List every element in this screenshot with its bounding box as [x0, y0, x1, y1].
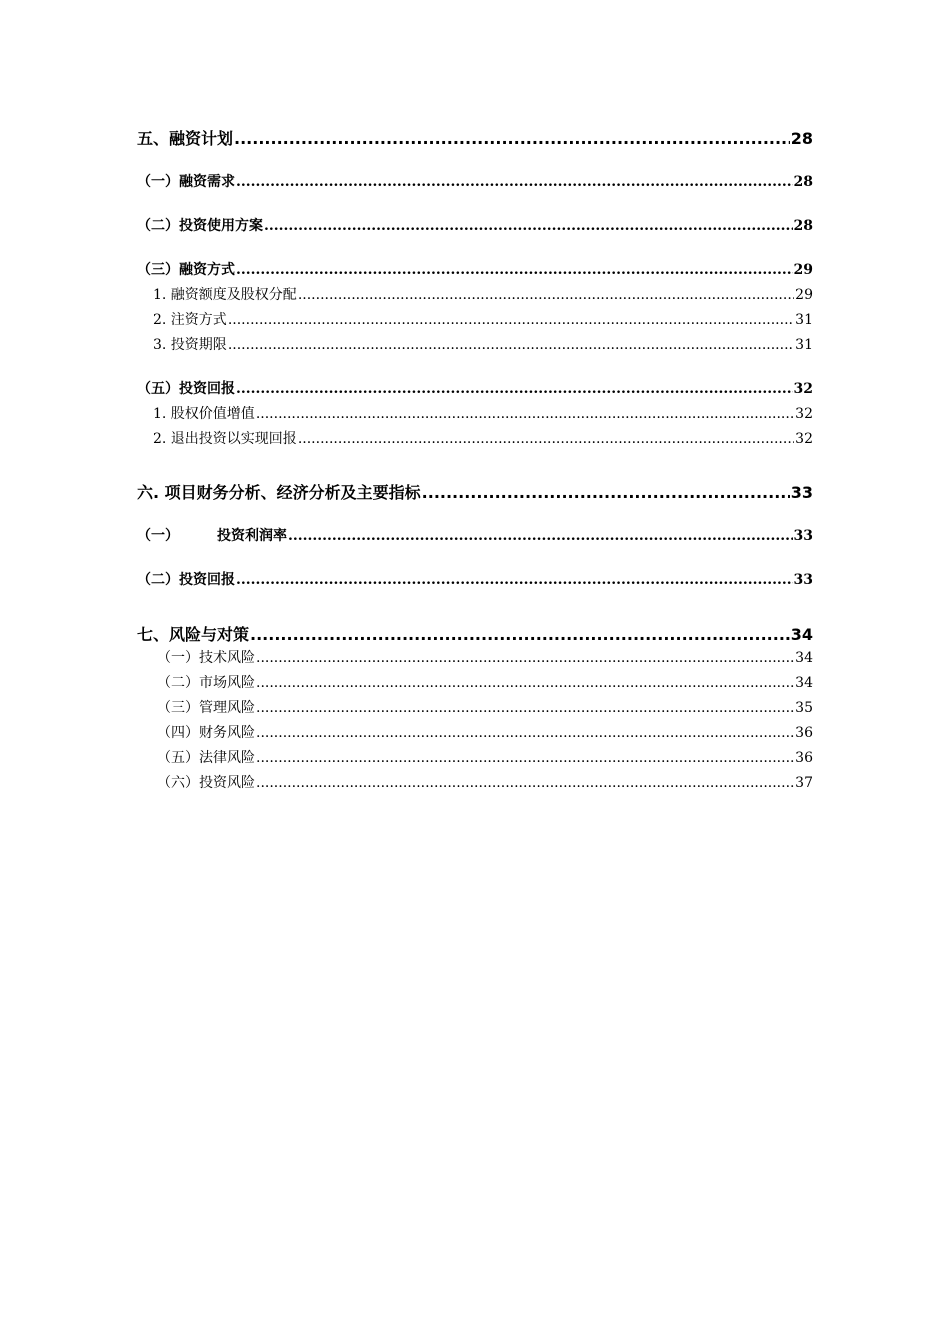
toc-entry-label: 1. 融资额度及股权分配: [153, 287, 297, 303]
toc-entry-page: 35: [795, 700, 813, 716]
toc-entry-label: （二）投资使用方案: [137, 218, 263, 234]
toc-entry-7-2[interactable]: [157, 672, 813, 692]
dot-leader: [298, 431, 794, 447]
toc-entry-page: 28: [793, 218, 813, 234]
dot-leader: [228, 312, 794, 328]
toc-entry-label: [137, 525, 287, 545]
dot-leader: [236, 262, 793, 278]
toc-entry-5-2[interactable]: [137, 215, 813, 235]
toc-entry-5-1[interactable]: [137, 171, 813, 191]
toc-entry-7-6[interactable]: [157, 772, 813, 792]
toc-entry-7-5[interactable]: [157, 747, 813, 767]
dot-leader: [236, 174, 793, 190]
toc-entry-page: 29: [795, 287, 813, 303]
toc-entry-page: 34: [795, 675, 813, 691]
toc-entry-page: 33: [793, 528, 813, 544]
toc-entry-page: 31: [795, 312, 813, 328]
toc-entry-page: 31: [795, 337, 813, 353]
toc-entry-5-3-2[interactable]: [153, 309, 813, 329]
toc-entry-7-4[interactable]: [157, 722, 813, 742]
toc-entry-label: （二）市场风险: [157, 675, 255, 691]
toc-entry-label: （四）财务风险: [157, 725, 255, 741]
toc-entry-section-5[interactable]: [137, 126, 813, 149]
toc-entry-label: 2. 注资方式: [153, 312, 227, 328]
toc-entry-6-2[interactable]: [137, 569, 813, 589]
toc-entry-label: 七、风险与对策: [137, 625, 250, 644]
toc-entry-label: （三）管理风险: [157, 700, 255, 716]
toc-entry-page: 34: [795, 650, 813, 666]
dot-leader: [236, 572, 793, 588]
dot-leader: [422, 483, 790, 502]
toc-entry-label: （三）融资方式: [137, 262, 235, 278]
toc-entry-number: （一）: [137, 528, 179, 544]
toc-entry-section-6[interactable]: [137, 480, 813, 503]
dot-leader: [256, 725, 794, 741]
dot-leader: [298, 287, 794, 303]
toc-entry-page: 33: [793, 572, 813, 588]
toc-entry-5-3-1[interactable]: [153, 284, 813, 304]
toc-entry-5-3[interactable]: [137, 259, 813, 279]
toc-entry-section-7[interactable]: [137, 622, 813, 645]
toc-entry-page: 32: [793, 381, 813, 397]
dot-leader: [256, 406, 794, 422]
toc-entry-label: （一）技术风险: [157, 650, 255, 666]
dot-leader: [234, 129, 790, 148]
dot-leader: [256, 775, 794, 791]
dot-leader: [256, 675, 794, 691]
toc-entry-label: 1. 股权价值增值: [153, 406, 255, 422]
toc-entry-page: 32: [795, 406, 813, 422]
dot-leader: [256, 650, 794, 666]
toc-entry-label: 六. 项目财务分析、经济分析及主要指标: [137, 483, 421, 502]
toc-entry-page: 37: [795, 775, 813, 791]
toc-entry-page: 36: [795, 750, 813, 766]
toc-entry-page: 32: [795, 431, 813, 447]
toc-entry-page: 29: [793, 262, 813, 278]
toc-entry-page: 34: [790, 625, 813, 644]
dot-leader: [288, 528, 793, 544]
toc-entry-label: （五）投资回报: [137, 381, 235, 397]
toc-entry-label: （一）融资需求: [137, 174, 235, 190]
toc-entry-5-5-2[interactable]: [153, 428, 813, 448]
toc-entry-label: （六）投资风险: [157, 775, 255, 791]
toc-entry-7-3[interactable]: [157, 697, 813, 717]
dot-leader: [228, 337, 794, 353]
dot-leader: [264, 218, 793, 234]
toc-entry-5-3-3[interactable]: [153, 334, 813, 354]
dot-leader: [256, 750, 794, 766]
toc-entry-6-1[interactable]: [137, 525, 813, 545]
toc-entry-page: 28: [793, 174, 813, 190]
toc-entry-7-1[interactable]: [157, 647, 813, 667]
toc-entry-5-5-1[interactable]: [153, 403, 813, 423]
dot-leader: [250, 625, 790, 644]
toc-entry-5-5[interactable]: [137, 378, 813, 398]
toc-entry-label: 3. 投资期限: [153, 337, 227, 353]
toc-entry-page: 28: [790, 129, 813, 148]
toc-entry-label: （五）法律风险: [157, 750, 255, 766]
toc-entry-page: 36: [795, 725, 813, 741]
toc-entry-title: 投资利润率: [217, 528, 287, 544]
toc-entry-label: 五、融资计划: [137, 129, 234, 148]
dot-leader: [256, 700, 794, 716]
toc-entry-label: （二）投资回报: [137, 572, 235, 588]
toc-entry-label: 2. 退出投资以实现回报: [153, 431, 297, 447]
dot-leader: [236, 381, 793, 397]
toc-entry-page: 33: [790, 483, 813, 502]
